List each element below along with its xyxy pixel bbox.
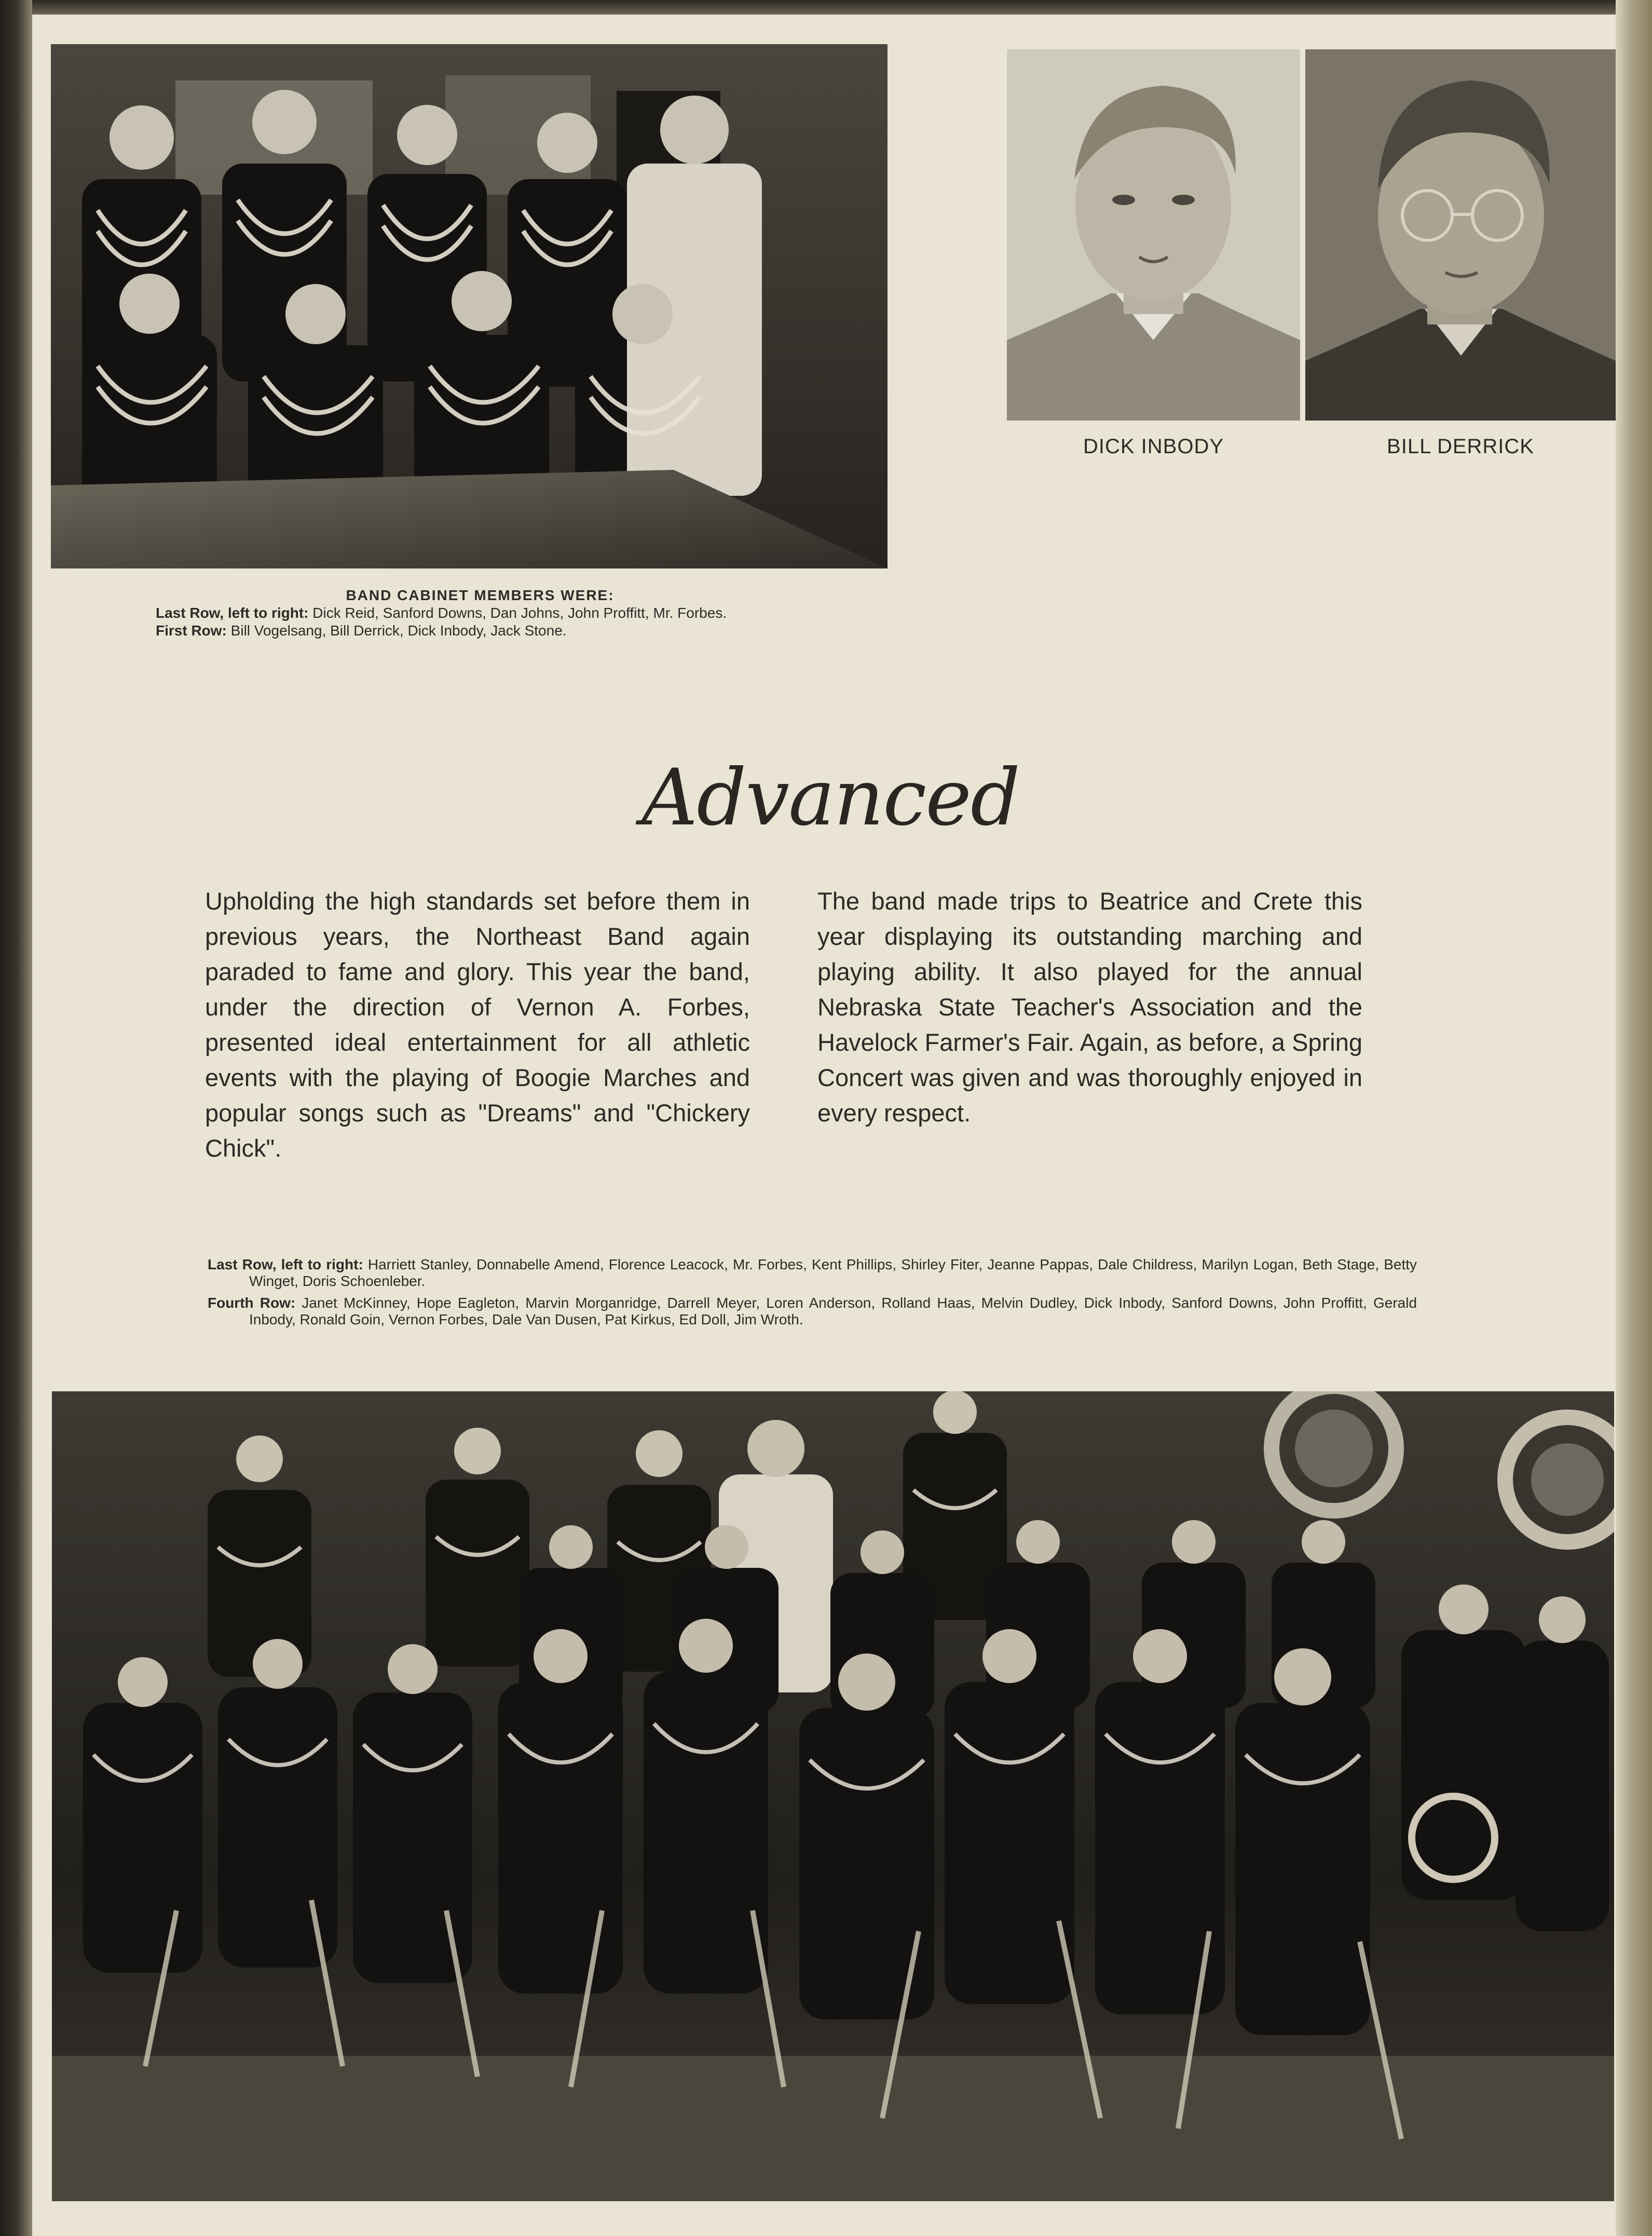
body-column-left: Upholding the high standards set before them in previous years, the Northeast Band again paraded to fame and glory. This year the band, under the direction of Vernon A. Forbes, presented ideal entertainment for all athletic events with the playing of Boogie Marches and popular songs such as "Dreams" and "Chickery Chick". [205, 887, 750, 1162]
band-fourth-row-names: Janet McKinney, Hope Eagleton, Marvin Morganridge, Darrell Meyer, Loren Anderson, Rolland Haas, Melvin Dudley, Dick Inbody, Sanford Downs, John Proffitt, Gerald Inbody, Ronald Goin, Vernon Forbes, Dale Van Dusen, Pat Kirkus, Ed Doll, Jim Wroth. [249, 1295, 1417, 1327]
cabinet-last-row-label: Last Row, left to right: [156, 605, 309, 621]
cabinet-caption-last-row [156, 604, 804, 622]
cabinet-first-row-names: Bill Vogelsang, Bill Derrick, Dick Inbody, Jack Stone. [230, 622, 567, 639]
band-caption-fourth-row [208, 1295, 1417, 1328]
section-title: Advanced [641, 753, 1019, 843]
band-fourth-row-label: Fourth Row: [208, 1295, 296, 1311]
body-column-right: The band made trips to Beatrice and Crete this year displaying its outstanding marching and playing ability. It also played for the annual Nebraska State Teacher's Association and the Havelock Farmer's Fair. Again, as before, a Spring Concert was given and was thoroughly enjoyed in every respect. [817, 887, 1362, 1127]
page-binding-shadow [0, 0, 32, 2236]
band-last-row-names: Harriett Stanley, Donnabelle Amend, Florence Leacock, Mr. Forbes, Kent Phillips, Shirley Fiter, Jeanne Pappas, Dale Childress, Marilyn Logan, Beth Stage, Betty Winget, Doris Schoenleber. [249, 1256, 1417, 1289]
page-right-edge [1616, 0, 1652, 2236]
cabinet-caption-heading: BAND CABINET MEMBERS WERE: [346, 587, 615, 603]
cabinet-group-photo [51, 44, 888, 568]
cabinet-caption-first-row [156, 622, 804, 640]
cabinet-first-row-label: First Row: [156, 622, 227, 639]
band-caption-last-row [208, 1256, 1417, 1290]
portrait-name-derrick: BILL DERRICK [1387, 435, 1534, 458]
portrait-dick-inbody [1007, 49, 1300, 421]
portrait-name-inbody: DICK INBODY [1083, 435, 1224, 458]
band-group-photo [52, 1391, 1614, 2201]
cabinet-caption [156, 587, 804, 640]
band-last-row-label: Last Row, left to right: [208, 1256, 363, 1272]
portrait-bill-derrick [1305, 49, 1616, 421]
band-caption [208, 1256, 1417, 1333]
page-top-edge [0, 0, 1652, 15]
cabinet-last-row-names: Dick Reid, Sanford Downs, Dan Johns, John Proffitt, Mr. Forbes. [312, 605, 727, 621]
